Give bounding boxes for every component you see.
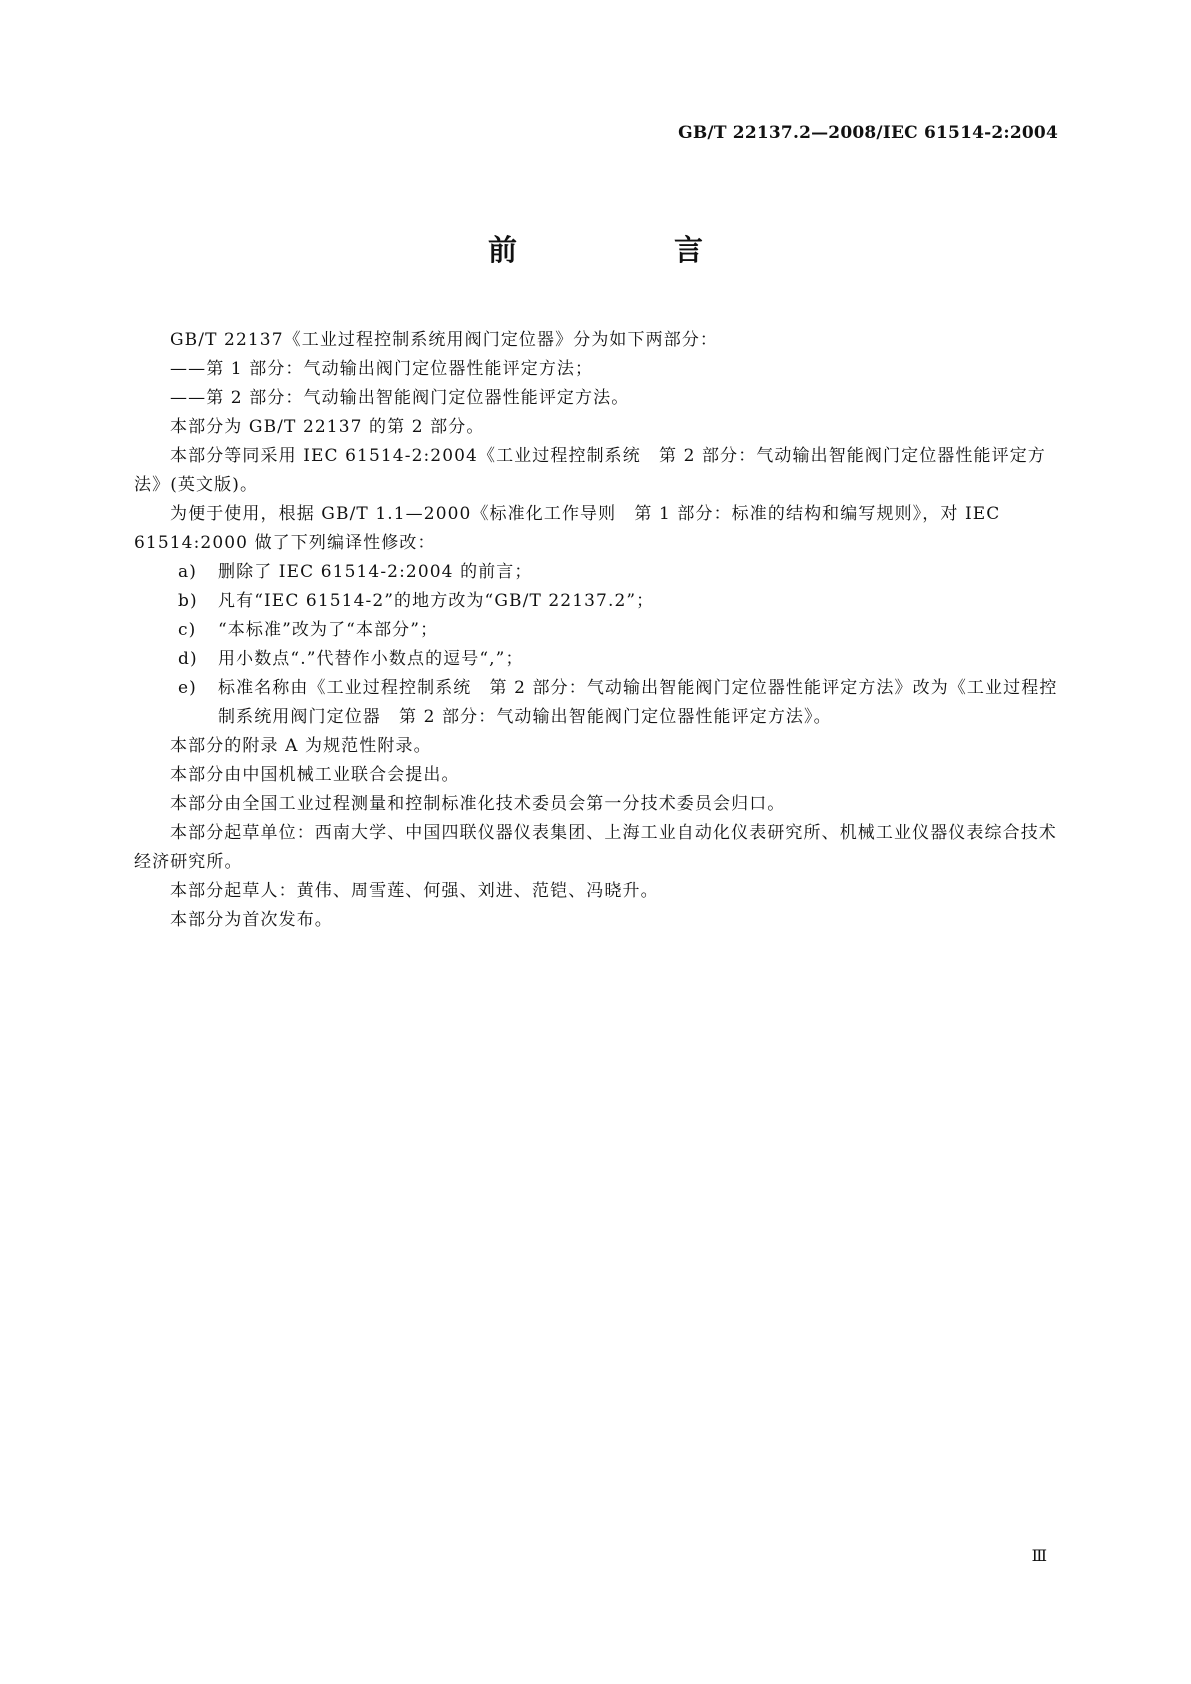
paragraph: 本部分起草单位：西南大学、中国四联仪器仪表集团、上海工业自动化仪表研究所、机械工业仪器仪表综合技术经济研究所。 [134, 823, 1057, 872]
list-marker: c) [178, 620, 197, 640]
paragraph: 本部分的附录 A 为规范性附录。 [170, 736, 432, 756]
paragraph: ——第 1 部分：气动输出阀门定位器性能评定方法； [170, 359, 594, 379]
list-marker: b) [178, 591, 198, 611]
standard-code: GB/T 22137.2—2008/IEC 61514-2:2004 [678, 123, 1058, 143]
list-item-text: 删除了 IEC 61514-2:2004 的前言； [218, 562, 533, 582]
list-item [134, 558, 1059, 587]
paragraph: 本部分起草人：黄伟、周雪莲、何强、刘进、范铠、冯晓升。 [170, 881, 659, 901]
page-number: Ⅲ [1031, 1546, 1047, 1565]
paragraph: 本部分由全国工业过程测量和控制标准化技术委员会第一分技术委员会归口。 [170, 794, 786, 814]
list-item-text: 用小数点“.”代替作小数点的逗号“,”； [218, 649, 524, 669]
paragraph: 为便于使用，根据 GB/T 1.1—2000《标准化工作导则 第 1 部分：标准的结构和编写规则》，对 IEC 61514:2000 做了下列编译性修改： [134, 504, 1001, 553]
paragraph: 本部分由中国机械工业联合会提出。 [170, 765, 460, 785]
list-item [134, 587, 1059, 616]
list-item [134, 674, 1059, 732]
list-item-text: “本标准”改为了“本部分”； [218, 620, 439, 640]
list-item [134, 645, 1059, 674]
paragraph: GB/T 22137《工业过程控制系统用阀门定位器》分为如下两部分： [170, 330, 719, 350]
list-item [134, 616, 1059, 645]
page-title: 前 言 [487, 233, 767, 267]
foreword-body [134, 326, 1059, 935]
list-item-text: 凡有“IEC 61514-2”的地方改为“GB/T 22137.2”； [218, 591, 655, 611]
paragraph: 本部分为首次发布。 [170, 910, 333, 930]
list-marker: e) [178, 678, 197, 698]
list-item-text: 标准名称由《工业过程控制系统 第 2 部分：气动输出智能阀门定位器性能评定方法》改为《工业过程控制系统用阀门定位器 第 2 部分：气动输出智能阀门定位器性能评定方法》。 [218, 678, 1058, 727]
list-marker: d) [178, 649, 198, 669]
paragraph: ——第 2 部分：气动输出智能阀门定位器性能评定方法。 [170, 388, 630, 408]
paragraph: 本部分为 GB/T 22137 的第 2 部分。 [170, 417, 485, 437]
paragraph: 本部分等同采用 IEC 61514-2:2004《工业过程控制系统 第 2 部分：气动输出智能阀门定位器性能评定方法》(英文版)。 [134, 446, 1046, 495]
list-marker: a) [178, 562, 197, 582]
